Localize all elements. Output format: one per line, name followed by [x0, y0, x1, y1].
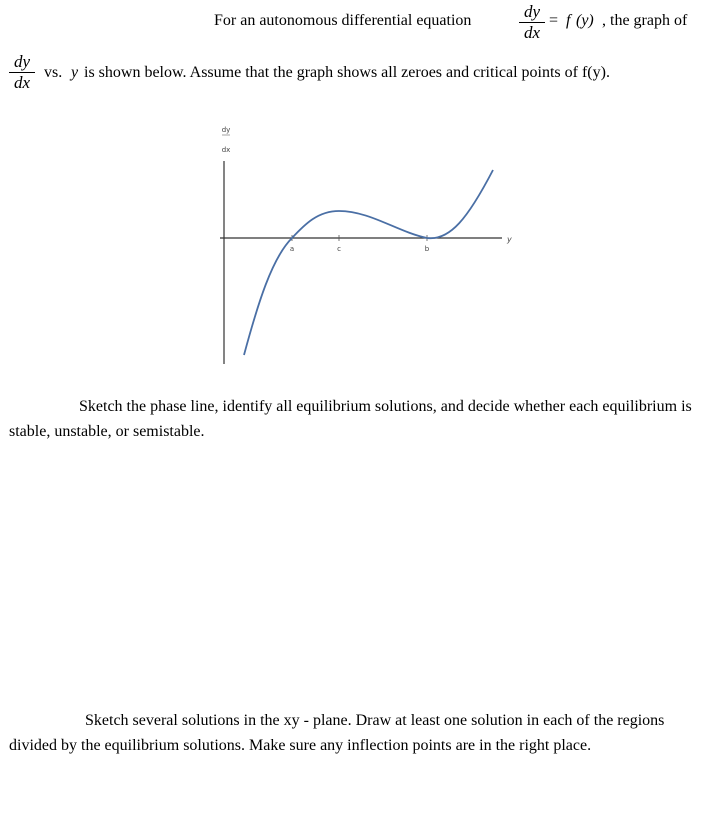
- intro-derivative-fraction: [519, 3, 545, 42]
- question-2: Sketch several solutions in the xy - plane. Draw at least one solution in each of the regions divided by the equilibrium solutions. Make sure any inflection points are in the right place.: [9, 712, 665, 754]
- graph-tick-label-a: a: [289, 245, 295, 253]
- intro-line2-denominator: dx: [13, 73, 31, 92]
- intro-function-arg: (y): [576, 12, 594, 29]
- graph-ylabel-denominator: dx: [221, 146, 231, 154]
- graph-xlabel: y: [507, 235, 512, 244]
- question-1: Sketch the phase line, identify all equilibrium solutions, and decide whether each equilibrium is stable, unstable, or semistable.: [9, 398, 692, 440]
- intro-line2-numerator: dy: [13, 52, 31, 71]
- intro-line1-suffix: , the graph of: [602, 12, 688, 29]
- intro-function-name: f: [566, 12, 571, 29]
- graph-ylabel-numerator: dy: [221, 126, 231, 134]
- intro-line1-prefix: For an autonomous differential equation: [214, 12, 472, 29]
- intro-line2-var: y: [71, 64, 79, 81]
- intro-equals: =: [549, 12, 559, 29]
- intro-line2-fraction: [9, 53, 35, 92]
- graph-tick-label-b: b: [424, 245, 430, 253]
- intro-derivative-denominator: dx: [523, 23, 541, 42]
- intro-line2-suffix: is shown below. Assume that the graph shows all zeroes and critical points of f(y).: [84, 64, 610, 81]
- dy-dx-vs-y-graph: [200, 118, 530, 373]
- graph-tick-label-c: c: [337, 245, 341, 253]
- intro-derivative-numerator: dy: [523, 2, 541, 21]
- intro-line2-vs: vs.: [44, 64, 63, 81]
- graph-curve: [244, 170, 493, 355]
